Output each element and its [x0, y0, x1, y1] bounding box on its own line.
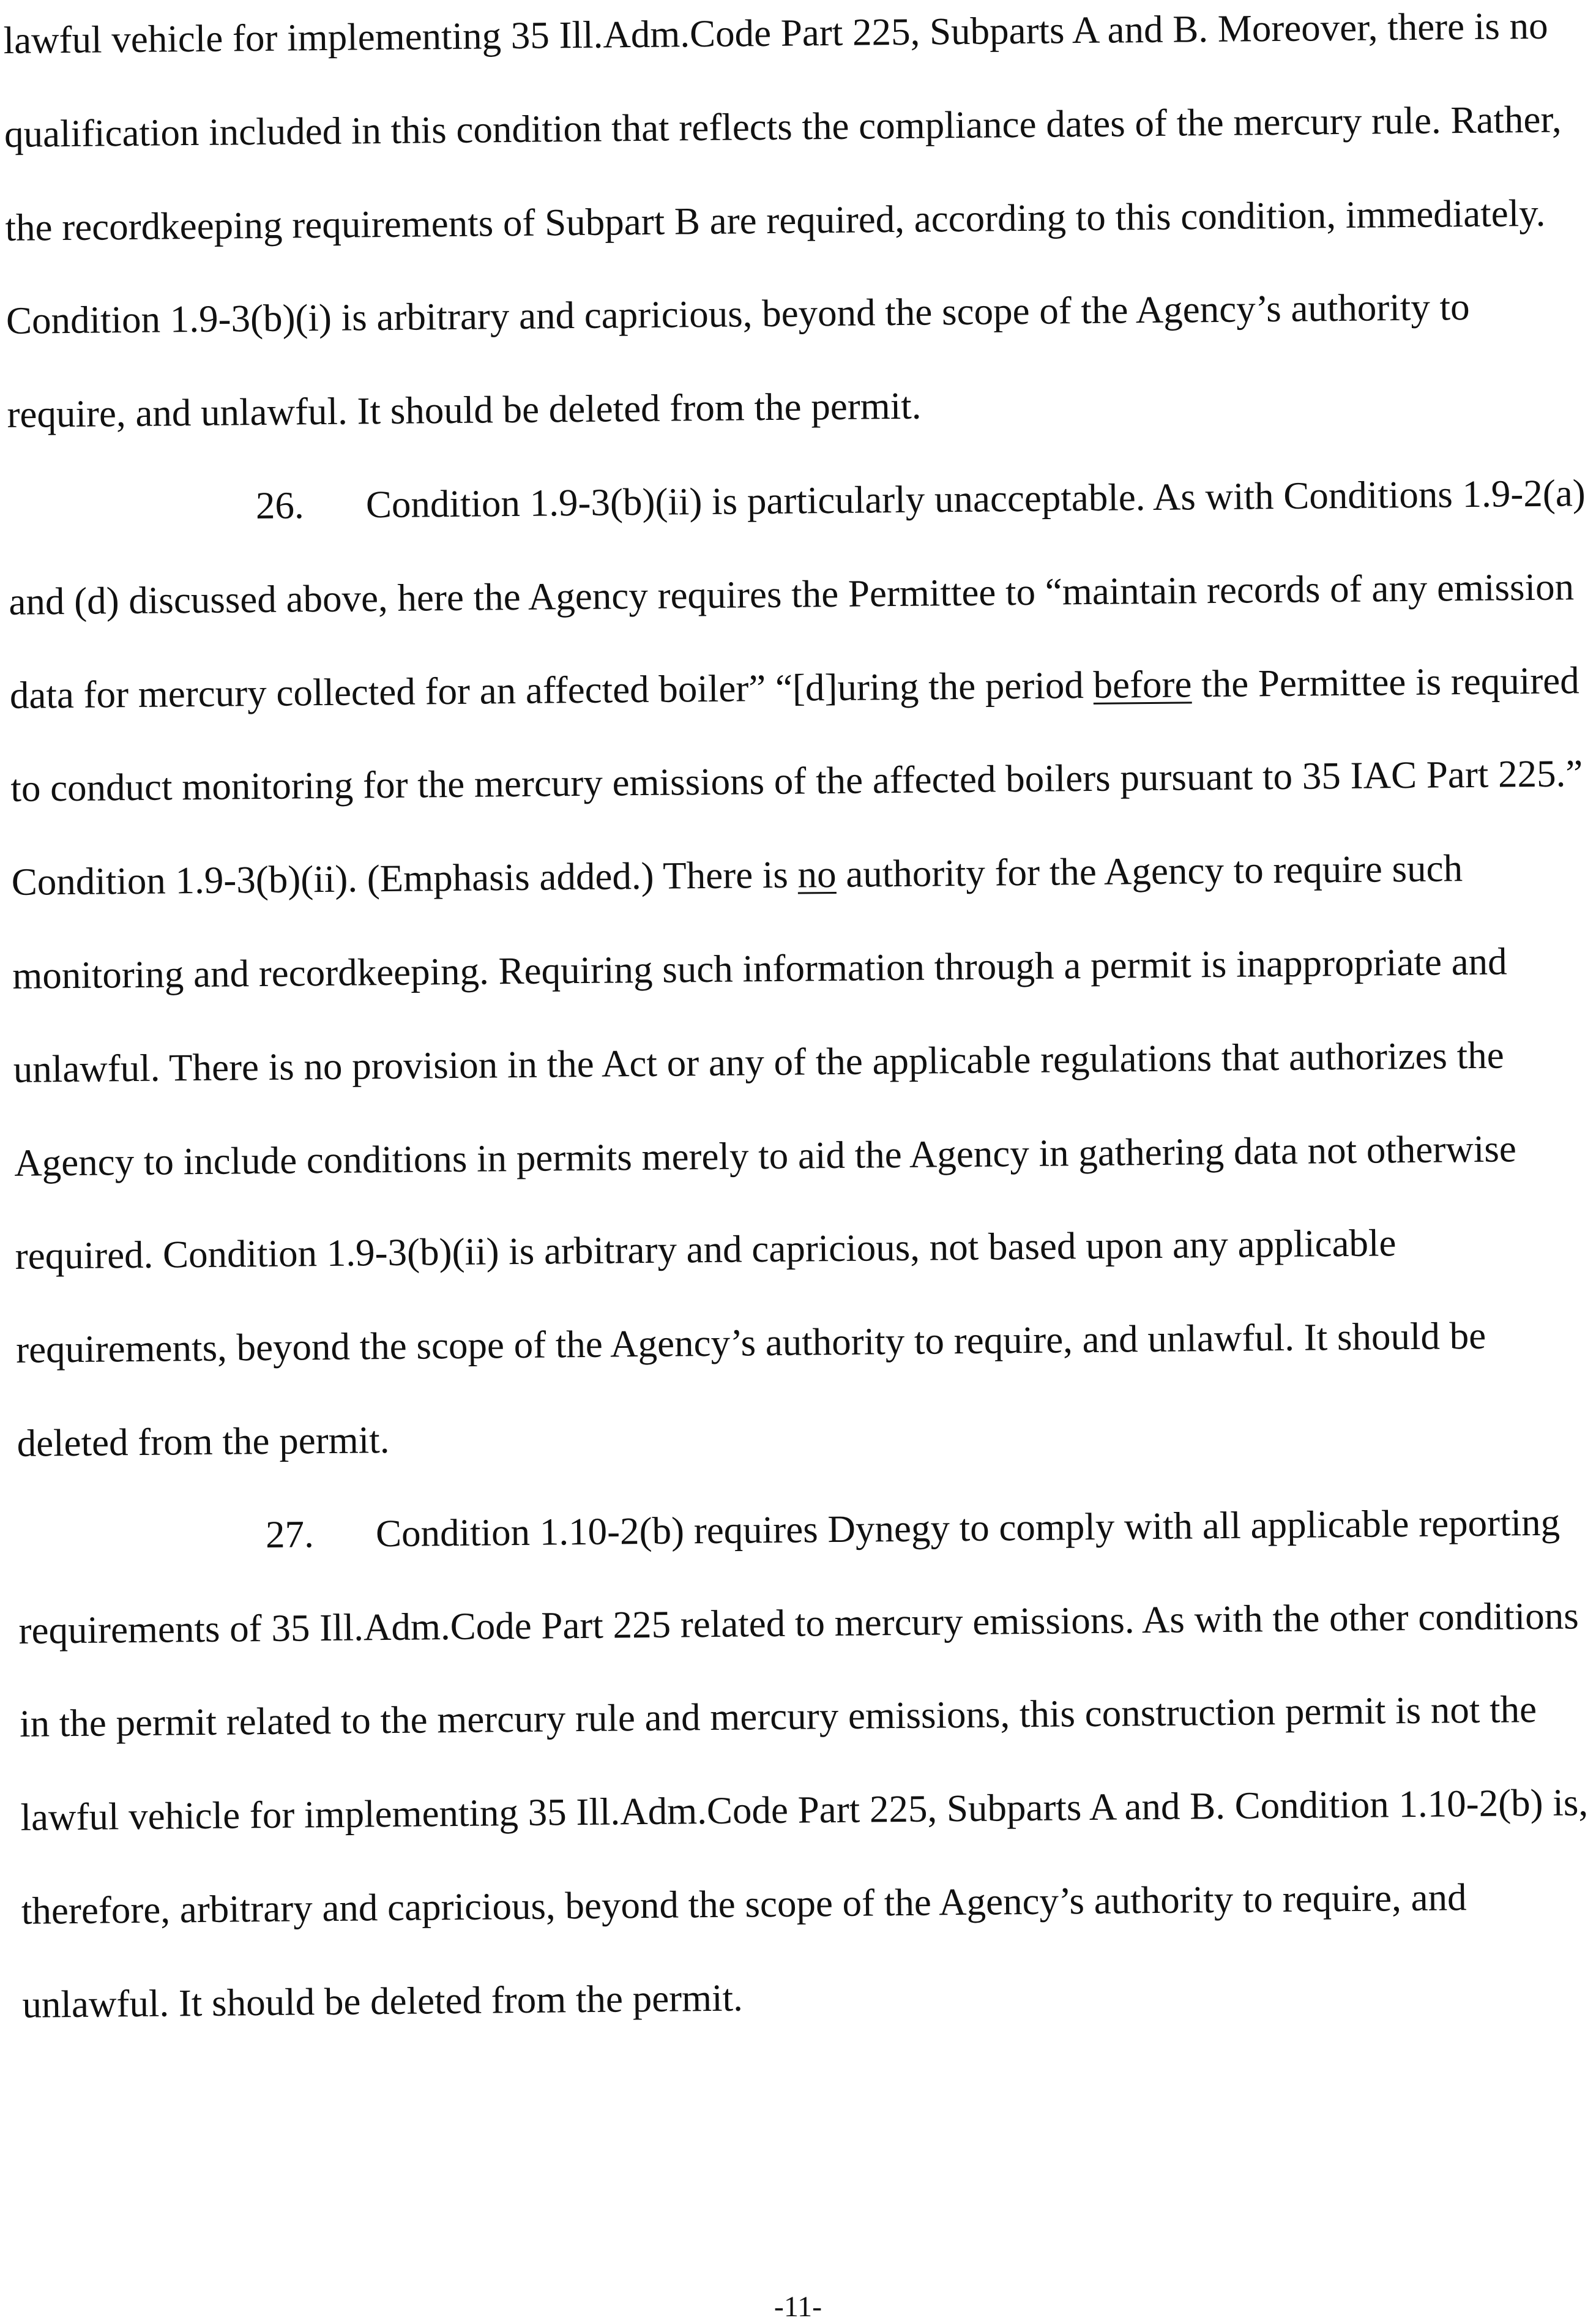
paragraph-25-continuation: [3, 0, 1589, 462]
paragraph-26-text-a: Condition 1.9-3(b)(ii) is particularly unacceptable. As with Conditions 1.9-2(a) and (d) discussed above, here the Agency requires the Permittee to “maintain records of any emission data for mercury collected for an affected boiler” “[d]uring the period: [9, 471, 1586, 717]
paragraph-26-text-c: authority for the Agency to require such monitoring and recordkeeping. Requiring such information through a permit is inappropriate and unlawful. There is no provision in the Act or any of the applicable regulations that authorizes the Agency to include conditions in permits merely to aid the Agency in gathering data not otherwise required. Condition 1.9-3(b)(ii) is arbitrary and capricious, not based upon any applicable requirements, beyond the scope of the Agency’s authority to require, and unlawful. It should be deleted from the permit.: [12, 847, 1517, 1465]
paragraph-26-number: 26.: [255, 484, 305, 528]
paragraph-25-text: lawful vehicle for implementing 35 Ill.Adm.Code Part 225, Subparts A and B. Moreover, there is no qualification included in this condition that reflects the compliance dates of the mercury rule. Rather, the recordkeeping requirements of Subpart B are required, according to this condition, immediately. Condition 1.9-3(b)(i) is arbitrary and capricious, beyond the scope of the Agency’s authority to require, and unlawful. It should be deleted from the permit.: [3, 4, 1562, 436]
paragraph-26-emphasis-before: before: [1093, 662, 1192, 706]
paragraph-26: [7, 446, 1596, 1491]
paragraph-26-text-b: the Permittee is required to conduct monitoring for the mercury emissions of the affected boilers pursuant to 35 IAC Part 225.” Condition 1.9-3(b)(ii). (Emphasis added.) There is: [10, 658, 1583, 904]
paragraph-26-emphasis-no: no: [797, 853, 837, 896]
document-body: [3, 0, 1596, 2051]
page-number: -11-: [774, 2291, 822, 2323]
paragraph-27: [17, 1475, 1596, 2052]
paragraph-27-number: 27.: [265, 1512, 315, 1556]
paragraph-27-text: Condition 1.10-2(b) requires Dynegy to comply with all applicable reporting requirements of 35 Ill.Adm.Code Part 225 related to mercury emissions. As with the other conditions in the permit related to the mercury rule and mercury emissions, this construction permit is not the lawful vehicle for implementing 35 Ill.Adm.Code Part 225, Subparts A and B. Condition 1.10-2(b) is, therefore, arbitrary and capricious, beyond the scope of the Agency’s authority to require, and unlawful. It should be deleted from the permit.: [18, 1500, 1589, 2026]
